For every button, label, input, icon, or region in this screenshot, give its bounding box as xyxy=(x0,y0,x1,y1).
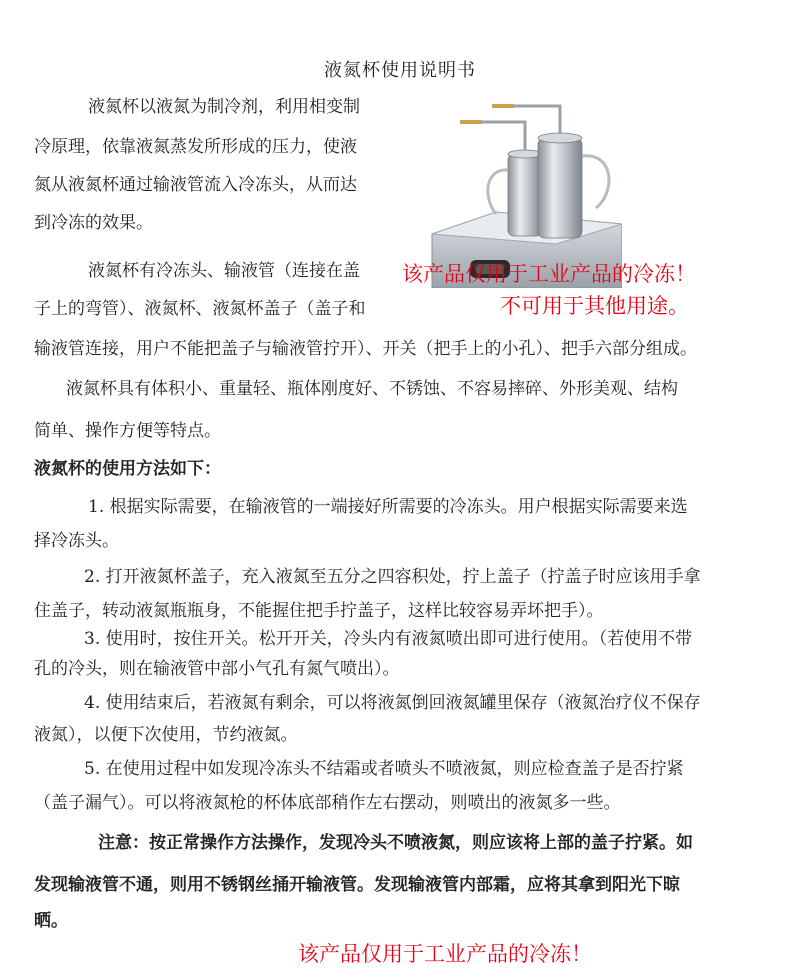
features-line-1: 液氮杯具有体积小、重量轻、瓶体刚度好、不锈蚀、不容易摔碎、外形美观、结构 xyxy=(66,379,678,399)
document-title: 液氮杯使用说明书 xyxy=(324,60,476,81)
intro-line-1: 液氮杯以液氮为制冷剂，利用相变制 xyxy=(88,97,360,117)
step-2-line-1: 2. 打开液氮杯盖子，充入液氮至五分之四容积处，拧上盖子（拧盖子时应该用手拿 xyxy=(84,567,701,587)
warning-bottom: 该产品仅用于工业产品的冷冻！ xyxy=(298,942,592,966)
step-2-line-2: 住盖子，转动液氮瓶瓶身，不能握住把手拧盖子，这样比较容易弄坏把手）。 xyxy=(34,601,604,621)
warning-top-line-2: 不可用于其他用途。 xyxy=(500,294,689,318)
note-line-1: 注意：按正常操作方法操作，发现冷头不喷液氮，则应该将上部的盖子拧紧。如 xyxy=(98,833,693,853)
step-3-line-2: 孔的冷头，则在输液管中部小气孔有氮气喷出）。 xyxy=(34,659,400,679)
composition-line-3: 输液管连接，用户不能把盖子与输液管拧开）、开关（把手上的小孔）、把手六部分组成。 xyxy=(34,339,697,359)
step-3-line-1: 3. 使用时，按住开关。松开开关，冷头内有液氮喷出即可进行使用。（若使用不带 xyxy=(84,629,693,649)
intro-line-2: 冷原理，依靠液氮蒸发所形成的压力，使液 xyxy=(34,137,357,157)
step-1-line-1: 1. 根据实际需要，在输液管的一端接好所需要的冷冻头。用户根据实际需要来选 xyxy=(88,497,688,517)
note-line-3: 晒。 xyxy=(34,911,68,931)
usage-heading: 液氮杯的使用方法如下： xyxy=(34,459,221,479)
step-5-line-1: 5. 在使用过程中如发现冷冻头不结霜或者喷头不喷液氮，则应检查盖子是否拧紧 xyxy=(84,759,684,779)
step-5-line-2: （盖子漏气）。可以将液氮枪的杯体底部稍作左右摆动，则喷出的液氮多一些。 xyxy=(34,793,621,813)
intro-line-3: 氮从液氮杯通过输液管流入冷冻头，从而达 xyxy=(34,175,357,195)
features-line-2: 简单、操作方便等特点。 xyxy=(34,421,221,441)
intro-line-4: 到冷冻的效果。 xyxy=(34,213,153,233)
note-line-2: 发现输液管不通，则用不锈钢丝捅开输液管。发现输液管内部霜，应将其拿到阳光下晾 xyxy=(34,875,680,895)
step-1-line-2: 择冷冻头。 xyxy=(34,531,119,551)
warning-top-line-1: 该产品仅用于工业产品的冷冻！ xyxy=(402,262,696,286)
step-4-line-1: 4. 使用结束后，若液氮有剩余，可以将液氮倒回液氮罐里保存（液氮治疗仪不保存 xyxy=(84,693,701,713)
step-4-line-2: 液氮），以便下次使用，节约液氮。 xyxy=(34,725,298,745)
composition-line-2: 子上的弯管）、液氮杯、液氮杯盖子（盖子和 xyxy=(34,299,366,319)
composition-line-1: 液氮杯有冷冻头、输液管（连接在盖 xyxy=(88,261,360,281)
